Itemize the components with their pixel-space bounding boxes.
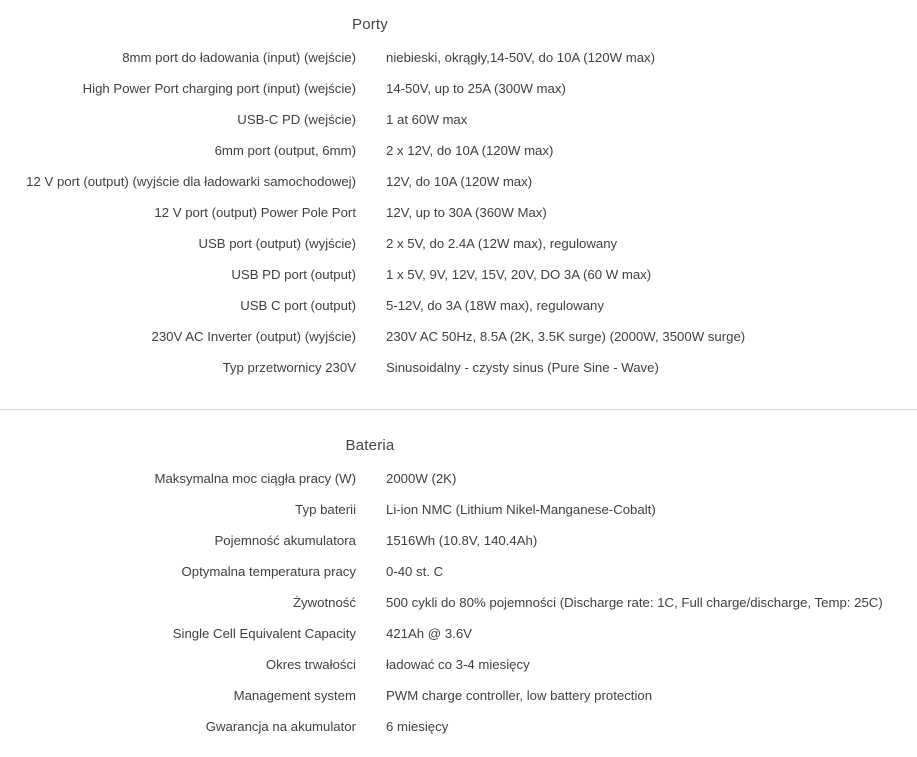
spec-label: 230V AC Inverter (output) (wyjście) bbox=[151, 329, 356, 344]
table-row bbox=[0, 234, 917, 265]
section-title: Porty bbox=[351, 16, 388, 33]
table-row bbox=[0, 172, 917, 203]
spec-value: 2000W (2K) bbox=[386, 471, 457, 486]
spec-value: 230V AC 50Hz, 8.5A (2K, 3.5K surge) (2000W, 3500W surge) bbox=[386, 329, 746, 344]
spec-label: Gwarancja na akumulator bbox=[205, 719, 356, 734]
spec-value: 1516Wh (10.8V, 140.4Ah) bbox=[386, 533, 538, 548]
table-row bbox=[0, 141, 917, 172]
spec-value: 2 x 12V, do 10A (120W max) bbox=[386, 143, 554, 158]
spec-value: Li-ion NMC (Lithium Nikel-Manganese-Cobalt) bbox=[386, 502, 656, 517]
spec-value: 0-40 st. C bbox=[386, 564, 444, 579]
table-row bbox=[0, 48, 917, 79]
spec-label: 6mm port (output, 6mm) bbox=[214, 143, 356, 158]
spec-value: niebieski, okrągły,14-50V, do 10A (120W max) bbox=[386, 50, 656, 65]
table-row bbox=[0, 593, 917, 624]
spec-label: Management system bbox=[233, 688, 356, 703]
spec-value: 1 x 5V, 9V, 12V, 15V, 20V, DO 3A (60 W max) bbox=[386, 267, 652, 282]
spec-value: 500 cykli do 80% pojemności (Discharge rate: 1C, Full charge/discharge, Temp: 25C) bbox=[386, 595, 883, 610]
table-row bbox=[0, 562, 917, 593]
spec-label: Optymalna temperatura pracy bbox=[181, 564, 356, 579]
table-row bbox=[0, 686, 917, 717]
spec-label: 12 V port (output) (wyjście dla ładowarki samochodowej) bbox=[26, 174, 356, 189]
spec-table bbox=[0, 48, 917, 389]
spec-label: 8mm port do ładowania (input) (wejście) bbox=[122, 50, 356, 65]
spec-value: Sinusoidalny - czysty sinus (Pure Sine - Wave) bbox=[386, 360, 659, 375]
spec-value: 12V, up to 30A (360W Max) bbox=[386, 205, 547, 220]
spec-label: USB PD port (output) bbox=[231, 267, 356, 282]
spec-value: 12V, do 10A (120W max) bbox=[386, 174, 533, 189]
table-row bbox=[0, 203, 917, 234]
spec-label: Single Cell Equivalent Capacity bbox=[172, 626, 356, 641]
table-row bbox=[0, 265, 917, 296]
table-row bbox=[0, 79, 917, 110]
spec-label: USB C port (output) bbox=[240, 298, 356, 313]
table-row bbox=[0, 296, 917, 327]
spec-label: High Power Port charging port (input) (wejście) bbox=[82, 81, 356, 96]
section-title: Bateria bbox=[345, 437, 395, 454]
table-row bbox=[0, 531, 917, 562]
spec-label: Typ przetwornicy 230V bbox=[222, 360, 356, 375]
table-row bbox=[0, 327, 917, 358]
spec-value: PWM charge controller, low battery protection bbox=[386, 688, 653, 703]
spec-label: Typ baterii bbox=[295, 502, 356, 517]
spec-value: 2 x 5V, do 2.4A (12W max), regulowany bbox=[386, 236, 618, 251]
spec-table bbox=[0, 469, 917, 748]
spec-value: 5-12V, do 3A (18W max), regulowany bbox=[386, 298, 604, 313]
spec-label: USB-C PD (wejście) bbox=[237, 112, 356, 127]
table-row bbox=[0, 655, 917, 686]
spec-value: 6 miesięcy bbox=[386, 719, 449, 734]
spec-label: 12 V port (output) Power Pole Port bbox=[154, 205, 356, 220]
table-row bbox=[0, 110, 917, 141]
spec-label: Żywotność bbox=[292, 595, 356, 610]
table-row bbox=[0, 500, 917, 531]
section-divider bbox=[0, 409, 917, 410]
table-row bbox=[0, 717, 917, 748]
spec-label: Maksymalna moc ciągła pracy (W) bbox=[154, 471, 356, 486]
spec-label: USB port (output) (wyjście) bbox=[198, 236, 356, 251]
spec-value: 14-50V, up to 25A (300W max) bbox=[386, 81, 566, 96]
spec-label: Okres trwałości bbox=[265, 657, 356, 672]
spec-value: ładować co 3-4 miesięcy bbox=[386, 657, 530, 672]
spec-value: 421Ah @ 3.6V bbox=[386, 626, 472, 641]
table-row bbox=[0, 358, 917, 389]
table-row bbox=[0, 624, 917, 655]
spec-label: Pojemność akumulatora bbox=[214, 533, 356, 548]
spec-value: 1 at 60W max bbox=[386, 112, 468, 127]
table-row bbox=[0, 469, 917, 500]
